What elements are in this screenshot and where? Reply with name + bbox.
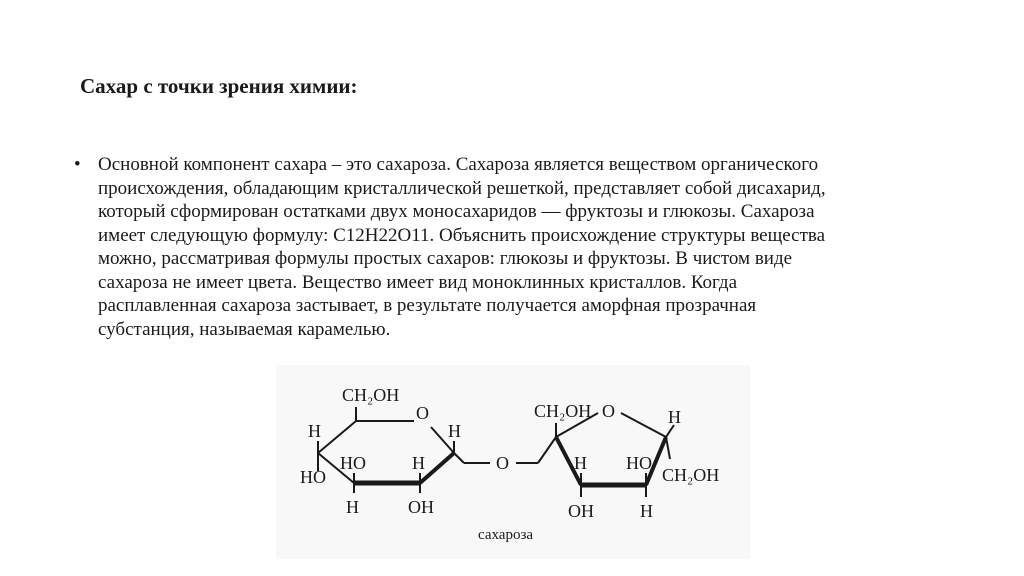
figure-caption: сахароза [478,527,534,543]
sucrose-structural-formula [276,365,750,559]
glucose-ho-inner-label: HO [340,453,366,473]
bridge-bond-left [454,453,464,463]
bullet-marker: • [74,154,81,175]
glucose-ch2oh-label: CH₂OH [342,385,400,405]
glucose-h-inner-label: H [412,453,425,473]
bridge-bond-right [538,437,556,463]
glucose-ho-outer-label: HO [300,467,326,487]
slide-title: Сахар с точки зрения химии: [80,74,358,98]
fructose-ch2oh-top-label: CH₂OH [534,401,592,421]
bullet-text: Основной компонент сахара – это сахароза. Сахароза является веществом органического происхождения, обладающим кристаллической решеткой, представляет собой дисахарид, который сформирован остатками двух моносахаридов — фруктозы и глюкозы. Сахароза имеет следующую формулу: C12H22O11. Объяснить происхождение структуры вещества можно, рассматривая формулы простых сахаров: глюкозы и фруктозы. В чистом виде сахароза не имеет цвета. Вещество имеет вид моноклинных кристаллов. Когда расплавленная сахароза застывает, в результате получается аморфная прозрачная субстанция, называемая карамелью. [98,154,826,340]
fructose-h-bottom-label: H [640,501,653,521]
glucose-h-left-label: H [308,421,321,441]
glycosidic-o-label: O [496,453,509,473]
fructose-ch2oh-right-label: CH₂OH [662,465,720,485]
glucose-ring-o-label: O [416,403,429,423]
glucose-ring [318,407,556,493]
fructose-h-top-right-label: H [668,407,681,427]
fructose-ho-inner-label: HO [626,453,652,473]
fructose-h-inner-label: H [574,453,587,473]
sucrose-structure-figure [276,365,750,559]
glucose-h-right-label: H [448,421,461,441]
fructose-bond-c5-o [621,413,666,437]
fructose-oh-bottom-label: OH [568,501,594,521]
fructose-ring-o-label: O [602,401,615,421]
glucose-bond-c2-c1 [420,453,454,483]
glucose-bond-c5-c4 [318,421,356,453]
fructose-ch2oh-right-bond [666,437,670,459]
glucose-oh-bottom-label: OH [408,497,434,517]
glucose-h-bottom-label: H [346,497,359,517]
bullet-item [74,153,954,341]
